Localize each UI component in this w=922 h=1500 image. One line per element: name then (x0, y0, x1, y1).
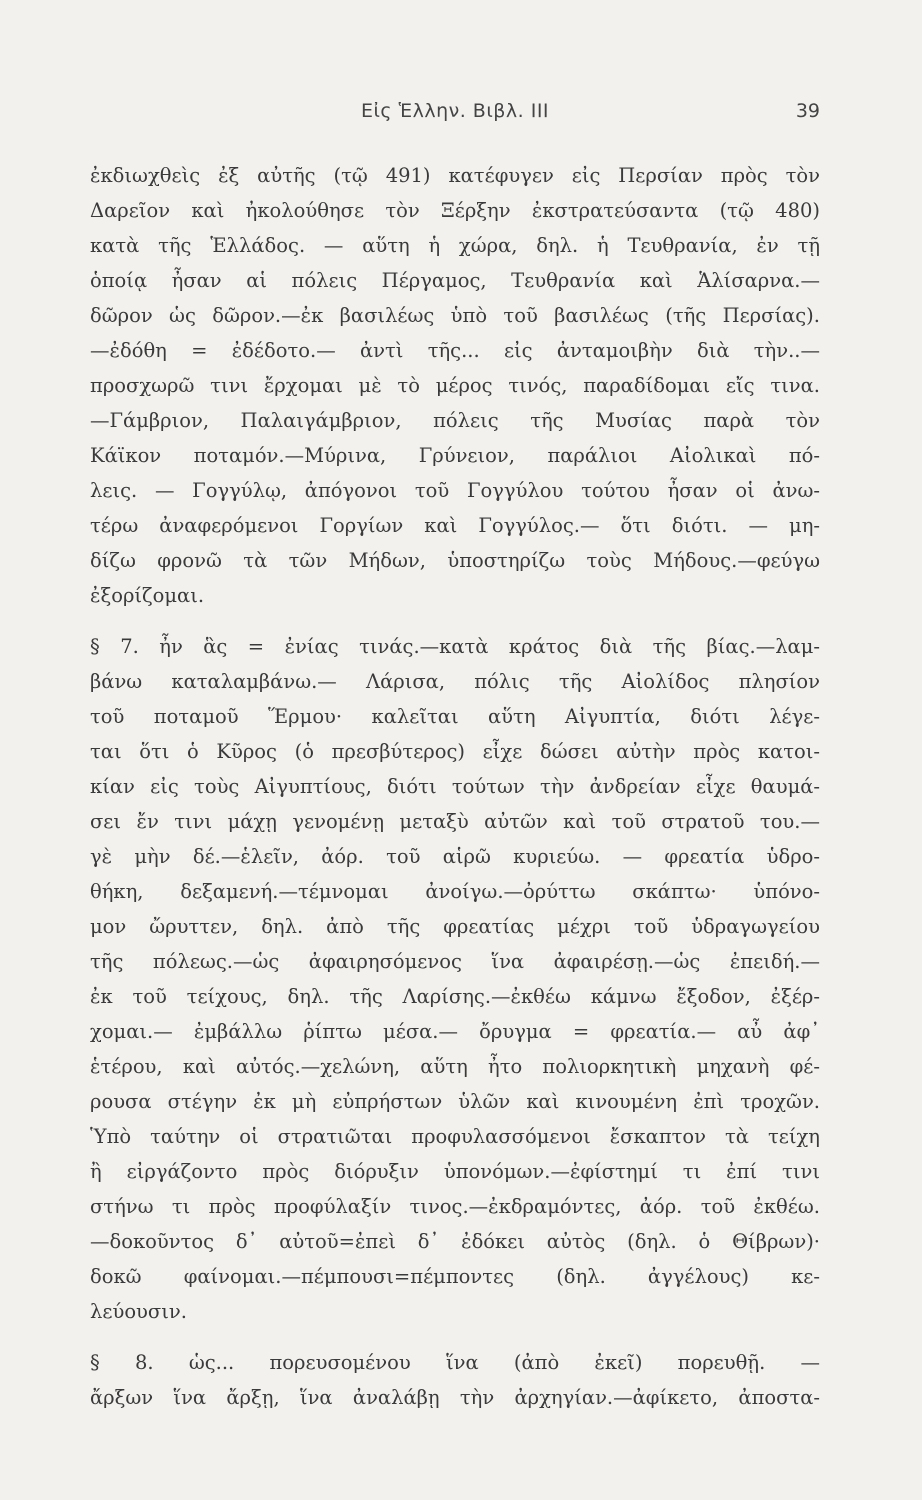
text-line: κατὰ τῆς Ἑλλάδος. — αὕτη ἡ χώρα, δηλ. ἡ Τευθρανία, ἐν τῇ (90, 234, 820, 257)
text-line: —δοκοῦντος δ᾽ αὐτοῦ=ἐπεὶ δ᾽ ἐδόκει αὐτὸς (δηλ. ὁ Θίβρων)· (90, 1230, 820, 1253)
text-line: σει ἔν τινι μάχῃ γενομένῃ μεταξὺ αὐτῶν καὶ τοῦ στρατοῦ του.— (90, 810, 820, 833)
text-line: ἑτέρου, καὶ αὐτός.—χελώνη, αὕτη ἦτο πολιορκητικὴ μηχανὴ φέ- (90, 1055, 820, 1078)
text-line: —Γάμβριον, Παλαιγάμβριον, πόλεις τῆς Μυσίας παρὰ τὸν (90, 409, 820, 432)
text-line: κίαν εἰς τοὺς Αἰγυπτίους, διότι τούτων τὴν ἀνδρείαν εἶχε θαυμά- (90, 775, 820, 798)
text-line: θήκη, δεξαμενή.—τέμνομαι ἀνοίγω.—ὀρύττω σκάπτω· ὑπόνο- (90, 880, 820, 903)
text-line: τέρω ἀναφερόμενοι Γοργίων καὶ Γογγύλος.— ὅτι διότι. — μη- (90, 514, 820, 537)
page-body (90, 158, 820, 1415)
text-line: ὁποίᾳ ἦσαν αἱ πόλεις Πέργαμος, Τευθρανία καὶ Ἁλίσαρνα.— (90, 269, 820, 292)
text-line: βάνω καταλαμβάνω.— Λάρισα, πόλις τῆς Αἰολίδος πλησίον (90, 670, 820, 693)
text-line: στήνω τι πρὸς προφύλαξίν τινος.—ἐκδραμόντες, ἀόρ. τοῦ ἐκθέω. (90, 1195, 820, 1218)
text-line: ρουσα στέγην ἐκ μὴ εὐπρήστων ὑλῶν καὶ κινουμένη ἐπὶ τροχῶν. (90, 1090, 820, 1113)
text-line: χομαι.— ἐμβάλλω ῥίπτω μέσα.— ὄρυγμα = φρεατία.— αὖ ἀφ᾽ (90, 1020, 820, 1043)
page-header (90, 100, 820, 136)
text-line: λεύουσιν. (90, 1300, 187, 1323)
text-line: ἐξορίζομαι. (90, 584, 205, 607)
text-line: Κάϊκον ποταμόν.—Μύρινα, Γρύνειον, παράλιοι Αἰολικαὶ πό- (90, 444, 820, 467)
text-line: γὲ μὴν δέ.—ἑλεῖν, ἀόρ. τοῦ αἱρῶ κυριεύω. — φρεατία ὑδρο- (90, 845, 820, 868)
text-line: δίζω φρονῶ τὰ τῶν Μήδων, ὑποστηρίζω τοὺς Μήδους.—φεύγω (90, 549, 820, 572)
text-line: προσχωρῶ τινι ἔρχομαι μὲ τὸ μέρος τινός, παραδίδομαι εἴς τινα. (90, 374, 820, 397)
text-line: § 7. ἦν ἃς = ἐνίας τινάς.—κατὰ κράτος διὰ τῆς βίας.—λαμ- (90, 635, 820, 658)
text-line: τοῦ ποταμοῦ Ἕρμου· καλεῖται αὕτη Αἰγυπτία, διότι λέγε- (90, 705, 820, 728)
text-line: ἐκ τοῦ τείχους, δηλ. τῆς Λαρίσης.—ἐκθέω κάμνω ἔξοδον, ἐξέρ- (90, 985, 820, 1008)
text-line: —ἐδόθη = ἐδέδοτο.— ἀντὶ τῆς... εἰς ἀνταμοιβὴν διὰ τὴν..— (90, 339, 820, 362)
text-line: ται ὅτι ὁ Κῦρος (ὁ πρεσβύτερος) εἶχε δώσει αὐτὴν πρὸς κατοι- (90, 740, 820, 763)
text-line: λεις. — Γογγύλῳ, ἀπόγονοι τοῦ Γογγύλου τούτου ἦσαν οἱ ἀνω- (90, 479, 820, 502)
text-line: τῆς πόλεως.—ὡς ἀφαιρησόμενος ἵνα ἀφαιρέσῃ.—ὡς ἐπειδή.— (90, 950, 820, 973)
paragraph-gap (90, 613, 820, 629)
text-line: δῶρον ὡς δῶρον.—ἐκ βασιλέως ὑπὸ τοῦ βασιλέως (τῆς Περσίας). (90, 304, 820, 327)
paragraph-gap (90, 1329, 820, 1345)
text-line: ἄρξων ἵνα ἄρξῃ, ἵνα ἀναλάβῃ τὴν ἀρχηγίαν.—ἀφίκετο, ἀποστα- (90, 1386, 820, 1409)
text-line: Ὑπὸ ταύτην οἱ στρατιῶται προφυλασσόμενοι ἔσκαπτον τὰ τείχη (90, 1125, 820, 1148)
text-line: § 8. ὡς... πορευσομένου ἵνα (ἀπὸ ἐκεῖ) πορευθῇ. — (90, 1351, 820, 1374)
text-line: μον ὤρυττεν, δηλ. ἀπὸ τῆς φρεατίας μέχρι τοῦ ὑδραγωγείου (90, 915, 820, 938)
page-number: 39 (795, 100, 820, 122)
text-line: ἐκδιωχθεὶς ἐξ αὐτῆς (τῷ 491) κατέφυγεν εἰς Περσίαν πρὸς τὸν (90, 164, 820, 187)
text-line: ἢ εἰργάζοντο πρὸς διόρυξιν ὑπονόμων.—ἐφίστημί τι ἐπί τινι (90, 1160, 820, 1183)
text-line: δοκῶ φαίνομαι.—πέμπουσι=πέμποντες (δηλ. ἀγγέλους) κε- (90, 1265, 820, 1288)
text-line: Δαρεῖον καὶ ἠκολούθησε τὸν Ξέρξην ἐκστρατεύσαντα (τῷ 480) (90, 199, 820, 222)
running-title: Εἰς Ἑλλην. Βιβλ. ΙΙΙ (360, 100, 550, 122)
